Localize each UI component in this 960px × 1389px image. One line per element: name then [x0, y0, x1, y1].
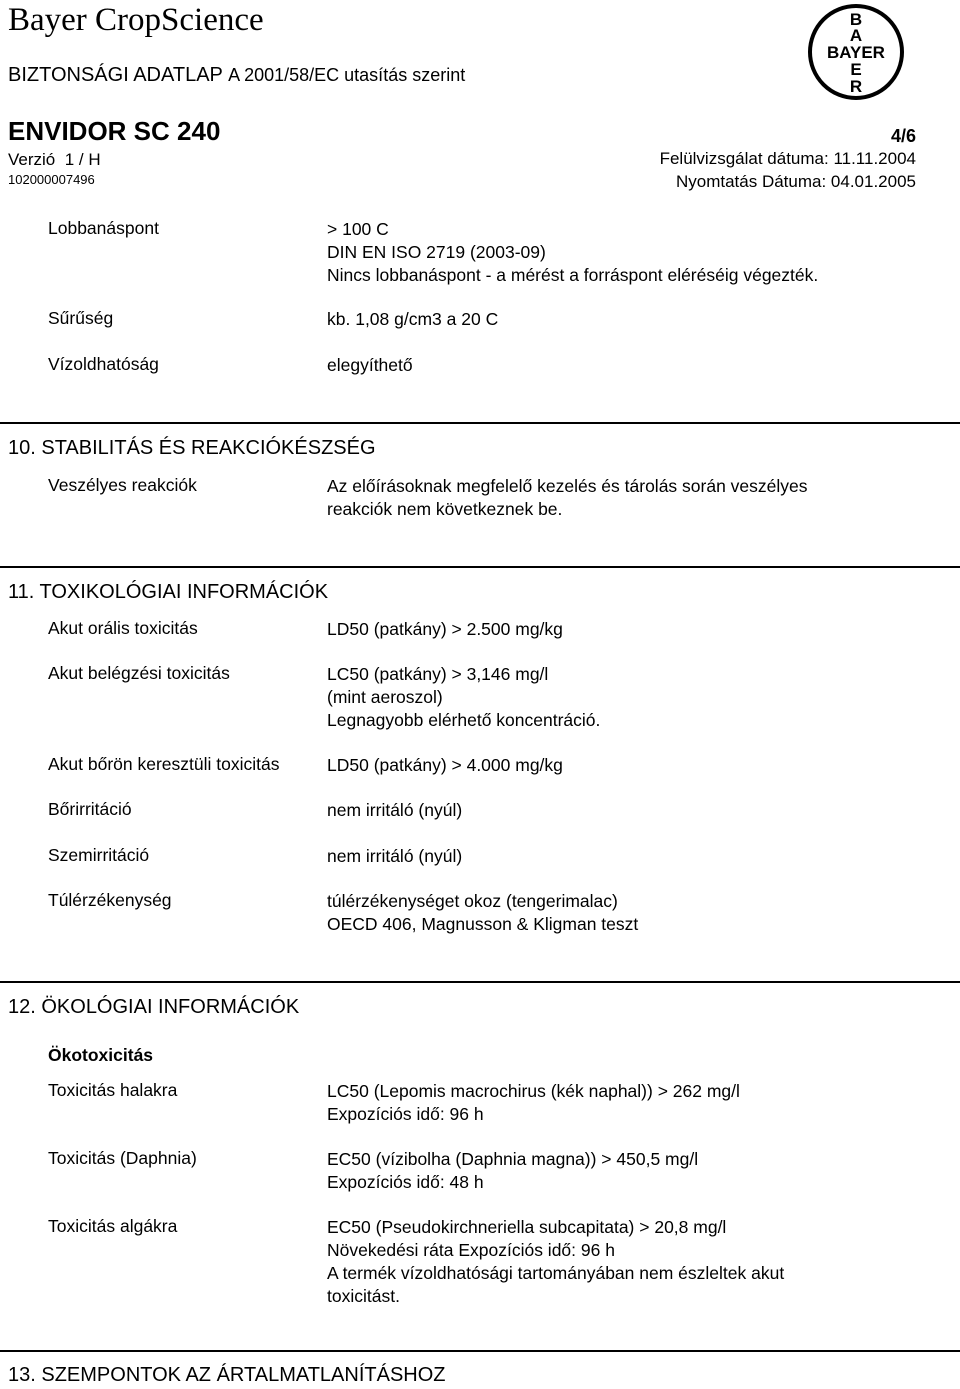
daphnia-toxicity-value	[327, 1148, 698, 1194]
hazardous-reactions-value	[327, 475, 808, 521]
daphnia-toxicity-line: EC50 (vízibolha (Daphnia magna)) > 450,5 mg/l	[327, 1149, 699, 1169]
inhalation-toxicity-label: Akut belégzési toxicitás	[48, 663, 230, 683]
eye-irritation-label: Szemirritáció	[48, 845, 150, 865]
oral-toxicity-label: Akut orális toxicitás	[48, 618, 198, 638]
section-divider	[0, 566, 960, 568]
version-value: 1 / H	[64, 150, 101, 169]
brand-name: Bayer CropScience	[8, 2, 264, 38]
sensitization-line: OECD 406, Magnusson & Kligman teszt	[327, 914, 639, 934]
revision-date: Felülvizsgálat dátuma: 11.11.2004	[659, 149, 916, 168]
algae-toxicity-label: Toxicitás algákra	[48, 1216, 178, 1236]
algae-toxicity-line: Növekedési ráta Expozíciós idő: 96 h	[327, 1240, 615, 1260]
flash-point-line: Nincs lobbanáspont - a mérést a forráspont eléréséig végezték.	[327, 265, 819, 285]
document-type	[8, 64, 465, 87]
daphnia-toxicity-line: Expozíciós idő: 48 h	[327, 1172, 484, 1192]
logo-letter-e: E	[850, 60, 862, 79]
sensitization-label: Túlérzékenység	[48, 890, 172, 910]
solubility-label: Vízoldhatóság	[48, 354, 159, 374]
bayer-cross-logo	[806, 2, 906, 102]
hazardous-reactions-label: Veszélyes reakciók	[48, 475, 197, 495]
version-label: Verzió	[8, 150, 56, 169]
section-12-title: 12. ÖKOLÓGIAI INFORMÁCIÓK	[8, 996, 300, 1018]
dermal-toxicity-value: LD50 (patkány) > 4.000 mg/kg	[327, 755, 563, 775]
document-number: 102000007496	[8, 172, 95, 187]
algae-toxicity-line: toxicitást.	[327, 1286, 400, 1306]
logo-letter-r: R	[849, 77, 863, 96]
solubility-value: elegyíthető	[327, 355, 413, 375]
inhalation-toxicity-line: Legnagyobb elérhető koncentráció.	[327, 710, 601, 730]
hazardous-reactions-line: Az előírásoknak megfelelő kezelés és tárolás során veszélyes	[327, 476, 808, 496]
document-type-subtitle: A 2001/58/EC utasítás szerint	[228, 65, 466, 85]
logo-letter-a: A	[849, 26, 863, 45]
flash-point-label: Lobbanáspont	[48, 218, 159, 238]
section-10-title: 10. STABILITÁS ÉS REAKCIÓKÉSZSÉG	[8, 437, 376, 459]
ecotoxicity-heading: Ökotoxicitás	[48, 1045, 154, 1065]
algae-toxicity-line: EC50 (Pseudokirchneriella subcapitata) > 20,8 mg/l	[327, 1217, 727, 1237]
section-divider	[0, 981, 960, 983]
sensitization-value	[327, 890, 638, 936]
fish-toxicity-value	[327, 1080, 740, 1126]
hazardous-reactions-line: reakciók nem következnek be.	[327, 499, 563, 519]
algae-toxicity-value	[327, 1216, 784, 1308]
inhalation-toxicity-line: LC50 (patkány) > 3,146 mg/l	[327, 664, 549, 684]
oral-toxicity-value: LD50 (patkány) > 2.500 mg/kg	[327, 619, 563, 639]
density-label: Sűrűség	[48, 308, 114, 328]
section-divider	[0, 1350, 960, 1352]
version-info	[8, 150, 101, 170]
fish-toxicity-line: Expozíciós idő: 96 h	[327, 1104, 484, 1124]
page-number: 4/6	[890, 126, 916, 146]
skin-irritation-label: Bőrirritáció	[48, 799, 132, 819]
section-13-title: 13. SZEMPONTOK AZ ÁRTALMATLANÍTÁSHOZ	[8, 1364, 446, 1386]
fish-toxicity-label: Toxicitás halakra	[48, 1080, 178, 1100]
logo-letter-b: B	[849, 10, 863, 29]
document-type-title: BIZTONSÁGI ADATLAP	[8, 64, 223, 86]
flash-point-line: DIN EN ISO 2719 (2003-09)	[327, 242, 546, 262]
flash-point-value	[327, 218, 818, 287]
logo-word-bayer: BAYER	[827, 43, 885, 62]
skin-irritation-value: nem irritáló (nyúl)	[327, 800, 463, 820]
flash-point-line: > 100 C	[327, 219, 389, 239]
density-value: kb. 1,08 g/cm3 a 20 C	[327, 309, 499, 329]
daphnia-toxicity-label: Toxicitás (Daphnia)	[48, 1148, 197, 1168]
product-name: ENVIDOR SC 240	[8, 116, 221, 146]
section-11-title: 11. TOXIKOLÓGIAI INFORMÁCIÓK	[8, 581, 329, 603]
algae-toxicity-line: A termék vízoldhatósági tartományában nem észleltek akut	[327, 1263, 785, 1283]
eye-irritation-value: nem irritáló (nyúl)	[327, 846, 463, 866]
inhalation-toxicity-line: (mint aeroszol)	[327, 687, 443, 707]
dermal-toxicity-label: Akut bőrön keresztüli toxicitás	[48, 754, 280, 774]
inhalation-toxicity-value	[327, 663, 600, 732]
fish-toxicity-line: LC50 (Lepomis macrochirus (kék naphal)) > 262 mg/l	[327, 1081, 740, 1101]
print-date: Nyomtatás Dátuma: 04.01.2005	[675, 172, 916, 191]
section-divider	[0, 422, 960, 424]
sensitization-line: túlérzékenységet okoz (tengerimalac)	[327, 891, 618, 911]
